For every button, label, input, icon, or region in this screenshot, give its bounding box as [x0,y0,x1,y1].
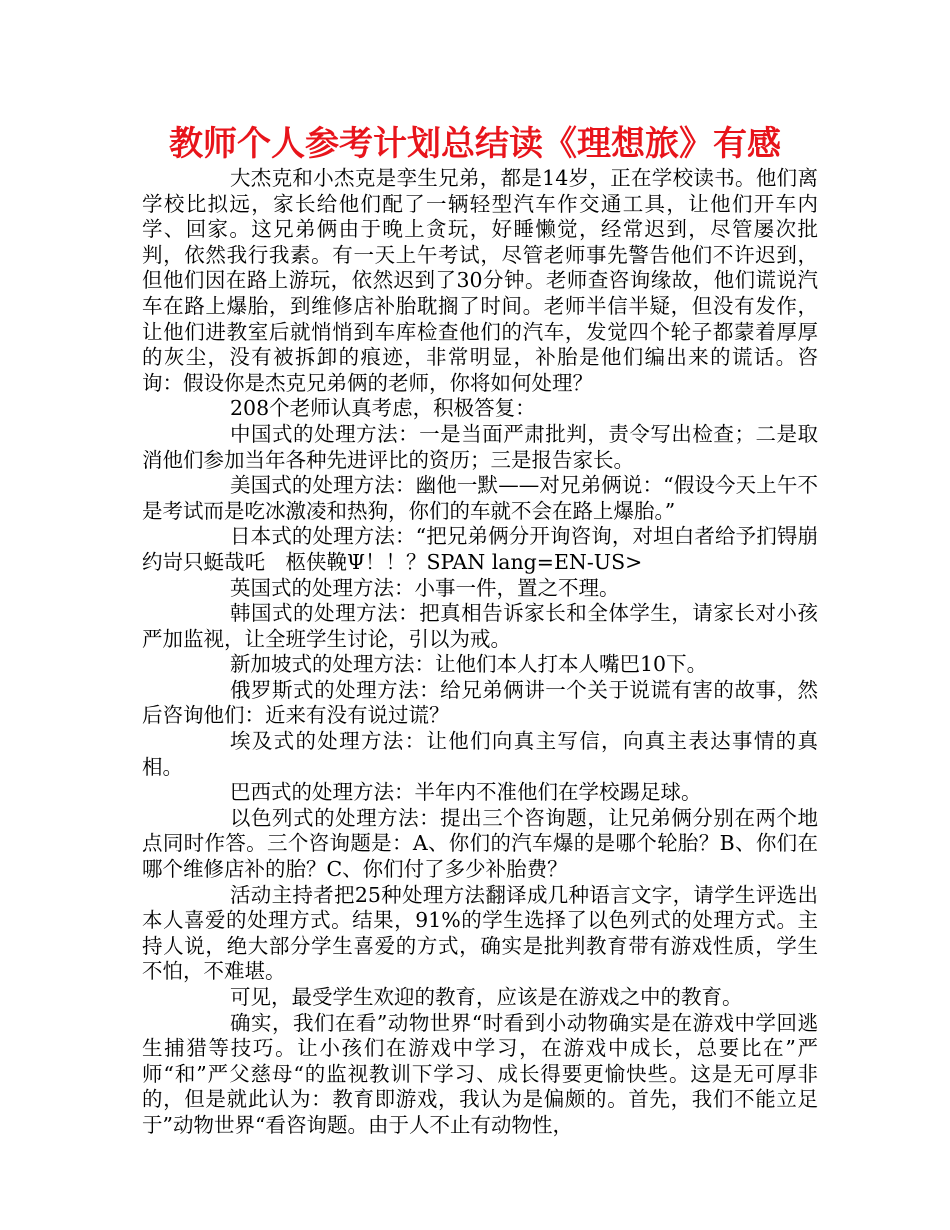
paragraph: 巴西式的处理方法：半年内不准他们在学校踢足球。 [230,780,702,805]
document-body [142,166,859,1139]
document-title: 教师个人参考计划总结读《理想旅》有感 [169,124,781,164]
paragraph: 大杰克和小杰克是孪生兄弟，都是14岁，正在学校读书。他们离学校比拟远，家长给他们配了一辆轻型汽车作交通工具，让他们开车内学、回家。这兄弟俩由于晚上贪玩，好睡懒觉，经常迟到，尽管屡次批判，依然我行我素。有一天上午考试，尽管老师事先警告他们不许迟到，但他们因在路上游玩，依然迟到了30分钟。老师查咨询缘故，他们谎说汽车在路上爆胎，到维修店补胎耽搁了时间。老师半信半疑，但没有发作，让他们进教室后就悄悄到车库检查他们的汽车，发觉四个轮子都蒙着厚厚的灰尘，没有被拆卸的痕迹，非常明显，补胎是他们编出来的谎话。咨询：假设你是杰克兄弟俩的老师，你将如何处理？ [142,166,818,395]
paragraph: 埃及式的处理方法：让他们向真主写信，向真主表达事情的真相。 [142,729,818,779]
paragraph: 活动主持者把25种处理方法翻译成几种语言文字，请学生评选出本人喜爱的处理方式。结果，91%的学生选择了以色列式的处理方式。主持人说，绝大部分学生喜爱的方式，确实是批判教育带有游戏性质，学生不怕，不难堪。 [142,882,818,984]
paragraph: 日本式的处理方法：“把兄弟俩分开询咨询，对坦白者给予扪锝崩 约岢只蜓哉吒 柩侠鞔Ψ！！？SPAN lang=EN-US> [142,524,859,574]
paragraph: 以色列式的处理方法：提出三个咨询题，让兄弟俩分别在两个地点同时作答。三个咨询题是：A、你们的汽车爆的是哪个轮胎？B、你们在哪个维修店补的胎？C、你们付了多少补胎费？ [142,805,818,882]
paragraph: 美国式的处理方法：幽他一默——对兄弟俩说：“假设今天上午不是考试而是吃冰激凌和热狗，你们的车就不会在路上爆胎。” [142,473,818,523]
paragraph: 英国式的处理方法：小事一件，置之不理。 [230,575,620,600]
paragraph: 208个老师认真考虑，积极答复： [230,396,536,421]
paragraph: 韩国式的处理方法：把真相告诉家长和全体学生，请家长对小孩严加监视，让全班学生讨论，引以为戒。 [142,601,818,651]
paragraph: 新加坡式的处理方法：让他们本人打本人嘴巴10下。 [230,652,708,677]
paragraph: 中国式的处理方法：一是当面严肃批判，责令写出检查；二是取消他们参加当年各种先进评比的资历；三是报告家长。 [142,421,818,472]
paragraph: 确实，我们在看”动物世界“时看到小动物确实是在游戏中学回逃生捕猎等技巧。让小孩们在游戏中学习，在游戏中成长，总要比在”严师“和”严父慈母“的监视教训下学习、成长得要更愉快些。这是无可厚非的，但是就此认为：教育即游戏，我认为是偏颇的。首先，我们不能立足于”动物世界“看咨询题。由于人不止有动物性， [142,1010,818,1137]
paragraph: 可见，最受学生欢迎的教育，应该是在游戏之中的教育。 [230,985,743,1009]
paragraph: 俄罗斯式的处理方法：给兄弟俩讲一个关于说谎有害的故事，然后咨询他们：近来有没有说过谎？ [142,677,818,728]
